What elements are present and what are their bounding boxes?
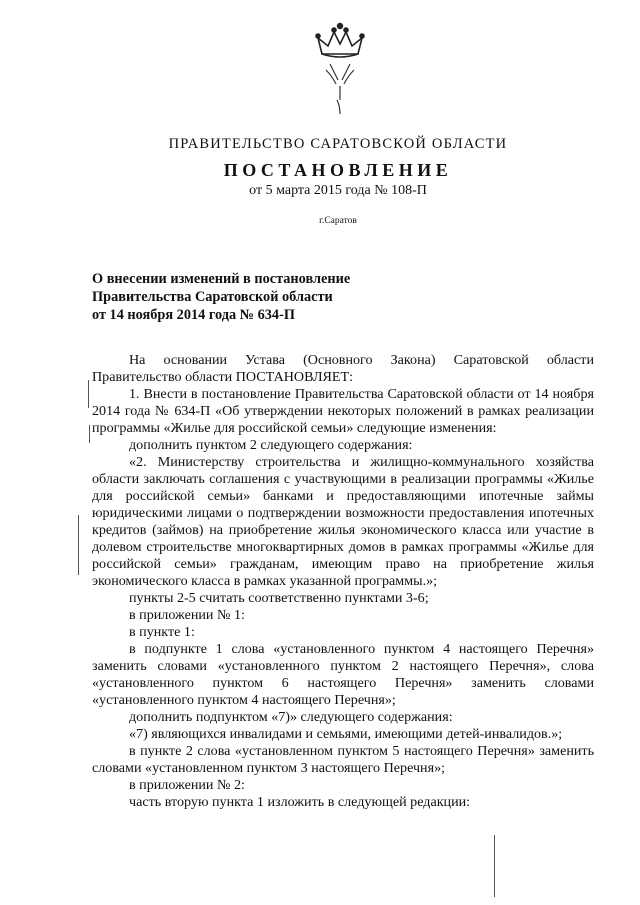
issuing-authority: ПРАВИТЕЛЬСТВО САРАТОВСКОЙ ОБЛАСТИ: [168, 136, 508, 152]
scan-artifact-mark: [494, 835, 495, 897]
scan-artifact-mark: [89, 425, 90, 443]
body-paragraph: в приложении № 2:: [129, 777, 245, 793]
document-subject: [92, 270, 350, 324]
scan-artifact-mark: [88, 380, 89, 408]
body-paragraph: в приложении № 1:: [129, 607, 245, 623]
body-paragraph: в пункте 1:: [129, 624, 195, 640]
document-body: [92, 352, 594, 811]
body-paragraph: в пункте 2 слова «установленном пунктом 5 настоящего Перечня» заменить словами «установленном пунктом 3 настоящего Перечня»;: [92, 743, 594, 776]
body-paragraph: На основании Устава (Основного Закона) Саратовской области Правительство области ПОСТАНОВЛЯЕТ:: [92, 352, 594, 385]
body-paragraph: «2. Министерству строительства и жилищно-коммунального хозяйства области заключать соглашения с участвующими в реализации программы «Жилье для российской семьи» банками и предоставляющими ипотечные займы юридическими лицами о подтверждении возможности предоставления ипотечных кредитов (займов) на приобретение жилья экономического класса или участие в долевом строительстве многоквартирных домов в рамках программы «Жилье для российской семьи» гражданам, имеющим право на приобретение жилья экономического класса в рамках указанной программы.»;: [92, 454, 594, 589]
body-paragraph: часть вторую пункта 1 изложить в следующей редакции:: [129, 794, 471, 810]
document-date-number: от 5 марта 2015 года № 108-П: [249, 183, 427, 198]
document-city: г.Саратов: [319, 216, 357, 226]
body-paragraph: дополнить пунктом 2 следующего содержания:: [129, 437, 413, 453]
body-paragraph: в подпункте 1 слова «установленного пунктом 4 настоящего Перечня» заменить словами «установленного пунктом 2 настоящего Перечня», слова «установленного пунктом 6 настоящего Перечня» заменить словами «установленного пунктом 4 настоящего Перечня»;: [92, 641, 594, 708]
body-paragraph: 1. Внести в постановление Правительства Саратовской области от 14 ноября 2014 года № 634-П «Об утверждении некоторых положений в рамках реализации программы «Жилье для российской семьи» следующие изменения:: [92, 386, 594, 436]
body-paragraph: дополнить подпунктом «7)» следующего содержания:: [129, 709, 453, 725]
scan-artifact-mark: [78, 515, 79, 575]
document-type-title: ПОСТАНОВЛЕНИЕ: [223, 160, 453, 180]
subject-line: от 14 ноября 2014 года № 634-П: [92, 307, 295, 323]
subject-line: Правительства Саратовской области: [92, 289, 333, 305]
body-paragraph: пункты 2-5 считать соответственно пунктами 3-6;: [129, 590, 429, 606]
subject-line: О внесении изменений в постановление: [92, 271, 351, 287]
saratov-coat-of-arms-icon: [296, 14, 386, 124]
body-paragraph: «7) являющихся инвалидами и семьями, имеющими детей-инвалидов.»;: [129, 726, 563, 742]
